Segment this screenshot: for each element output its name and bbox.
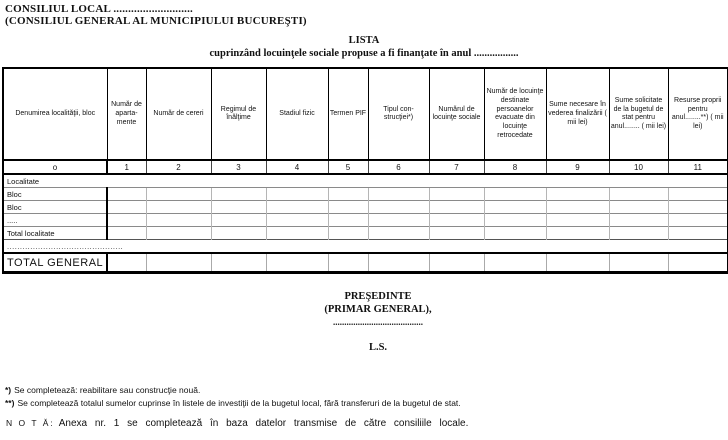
empty-cell bbox=[368, 227, 429, 240]
table-row-dots bbox=[3, 240, 728, 254]
table-header-row bbox=[3, 68, 728, 160]
empty-cell bbox=[107, 227, 146, 240]
column-header-locuinte-sociale: Numărul de locuinţe sociale bbox=[429, 68, 484, 160]
empty-cell bbox=[484, 188, 546, 201]
empty-cell bbox=[328, 227, 368, 240]
empty-cell bbox=[146, 214, 211, 227]
empty-cell bbox=[146, 201, 211, 214]
column-number: 9 bbox=[546, 160, 609, 174]
empty-cell bbox=[546, 253, 609, 273]
empty-cell bbox=[484, 253, 546, 273]
column-header-sume-necesare: Sume necesare în vederea finalizării ( mii lei) bbox=[546, 68, 609, 160]
column-number: 3 bbox=[211, 160, 266, 174]
empty-cell bbox=[368, 201, 429, 214]
empty-cell bbox=[266, 201, 328, 214]
ls-stamp-label: L.S. bbox=[368, 342, 388, 354]
column-header-locuinte-evacuati: Număr de locuinţe destinate persoanelor evacuate din locuinţe retrocedate bbox=[484, 68, 546, 160]
empty-cell bbox=[546, 227, 609, 240]
empty-cell bbox=[429, 188, 484, 201]
column-number: o bbox=[3, 160, 107, 174]
column-number-row bbox=[3, 160, 728, 174]
row-label: TOTAL GENERAL bbox=[3, 253, 107, 273]
column-number: 5 bbox=[328, 160, 368, 174]
footnote-2 bbox=[5, 397, 728, 410]
empty-cell bbox=[211, 227, 266, 240]
empty-cell bbox=[146, 188, 211, 201]
column-number: 11 bbox=[668, 160, 728, 174]
row-label: Total localitate bbox=[3, 227, 107, 240]
council-local-line: CONSILIUL LOCAL ........................... bbox=[5, 3, 193, 15]
empty-cell bbox=[609, 188, 668, 201]
row-label: ..... bbox=[3, 214, 107, 227]
signature-line: ........................................ bbox=[333, 316, 423, 327]
column-number: 1 bbox=[107, 160, 146, 174]
empty-cell bbox=[266, 253, 328, 273]
title-block bbox=[0, 35, 728, 60]
footnotes bbox=[0, 384, 728, 410]
column-header-apartamente: Număr de aparta- mente bbox=[107, 68, 146, 160]
empty-cell bbox=[668, 227, 728, 240]
empty-cell bbox=[609, 253, 668, 273]
empty-cell bbox=[429, 253, 484, 273]
footnote-2-text: Se completează totalul sumelor cuprinse în listele de investiţii de la bugetul local, fără transferuri de la bugetul de stat. bbox=[17, 397, 461, 408]
empty-cell bbox=[328, 253, 368, 273]
doc-subtitle: cuprinzând locuinţele sociale propuse a fi finanţate în anul ................. bbox=[209, 47, 519, 59]
empty-cell bbox=[368, 253, 429, 273]
empty-cell bbox=[328, 188, 368, 201]
empty-cell bbox=[211, 201, 266, 214]
empty-cell bbox=[429, 214, 484, 227]
empty-cell bbox=[107, 188, 146, 201]
empty-cell bbox=[429, 227, 484, 240]
council-general-line: (CONSILIUL GENERAL AL MUNICIPIULUI BUCUREŞTI) bbox=[5, 15, 307, 28]
empty-cell bbox=[484, 201, 546, 214]
column-header-cereri: Număr de cereri bbox=[146, 68, 211, 160]
empty-cell bbox=[668, 201, 728, 214]
president-title: PREŞEDINTE bbox=[344, 291, 412, 303]
row-label: ............................................. bbox=[3, 240, 728, 254]
empty-cell bbox=[368, 214, 429, 227]
empty-cell bbox=[546, 201, 609, 214]
empty-cell bbox=[107, 201, 146, 214]
column-header-termen-pif: Termen PIF bbox=[328, 68, 368, 160]
row-label: Bloc bbox=[3, 188, 107, 201]
empty-cell bbox=[609, 214, 668, 227]
column-number: 8 bbox=[484, 160, 546, 174]
column-number: 7 bbox=[429, 160, 484, 174]
column-header-denumirea: Denumirea localităţii, bloc bbox=[3, 68, 107, 160]
empty-cell bbox=[211, 188, 266, 201]
empty-cell bbox=[266, 227, 328, 240]
letterhead bbox=[0, 0, 728, 27]
table-row-localitate bbox=[3, 174, 728, 188]
signature-block bbox=[14, 291, 728, 355]
footnote-1 bbox=[5, 384, 728, 397]
empty-cell bbox=[429, 201, 484, 214]
empty-cell bbox=[668, 214, 728, 227]
column-header-regim: Regimul de înălţime bbox=[211, 68, 266, 160]
nota-line bbox=[0, 418, 728, 429]
empty-cell bbox=[484, 214, 546, 227]
empty-cell bbox=[107, 253, 146, 273]
column-header-stadiu: Stadiul fizic bbox=[266, 68, 328, 160]
empty-cell bbox=[668, 253, 728, 273]
footnote-2-marker: **) bbox=[5, 397, 15, 408]
footnote-1-text: Se completează: reabilitare sau construcţie nouă. bbox=[14, 384, 201, 395]
footnote-1-marker: *) bbox=[5, 384, 12, 395]
doc-title: LISTA bbox=[348, 35, 380, 47]
table-row-ellipsis bbox=[3, 214, 728, 227]
empty-cell bbox=[146, 227, 211, 240]
column-number: 2 bbox=[146, 160, 211, 174]
column-header-resurse-proprii: Resurse proprii pentru anul........**) ( mii lei) bbox=[668, 68, 728, 160]
column-header-tip-constructie: Tipul con- strucţiei*) bbox=[368, 68, 429, 160]
nota-label: N O T Ă: bbox=[6, 418, 55, 429]
empty-cell bbox=[484, 227, 546, 240]
column-number: 4 bbox=[266, 160, 328, 174]
empty-cell bbox=[328, 201, 368, 214]
table-row-total-general bbox=[3, 253, 728, 273]
empty-cell bbox=[266, 214, 328, 227]
empty-cell bbox=[266, 188, 328, 201]
empty-cell bbox=[211, 253, 266, 273]
row-label: Bloc bbox=[3, 201, 107, 214]
empty-cell bbox=[668, 188, 728, 201]
table-row-bloc bbox=[3, 201, 728, 214]
empty-cell bbox=[609, 201, 668, 214]
row-label: Localitate bbox=[3, 174, 728, 188]
social-housing-table bbox=[2, 67, 728, 274]
empty-cell bbox=[328, 214, 368, 227]
empty-cell bbox=[546, 214, 609, 227]
empty-cell bbox=[146, 253, 211, 273]
empty-cell bbox=[546, 188, 609, 201]
table-row-bloc bbox=[3, 188, 728, 201]
empty-cell bbox=[368, 188, 429, 201]
column-number: 10 bbox=[609, 160, 668, 174]
column-number: 6 bbox=[368, 160, 429, 174]
empty-cell bbox=[211, 214, 266, 227]
primar-general-title: (PRIMAR GENERAL), bbox=[324, 303, 432, 315]
empty-cell bbox=[107, 214, 146, 227]
column-header-sume-solicitate: Sume solicitate de la bugetul de stat pentru anul........ ( mii lei) bbox=[609, 68, 668, 160]
empty-cell bbox=[609, 227, 668, 240]
table-row-total-localitate bbox=[3, 227, 728, 240]
nota-text: Anexa nr. 1 se completează în baza datelor transmise de către consiliile locale. bbox=[58, 418, 469, 430]
